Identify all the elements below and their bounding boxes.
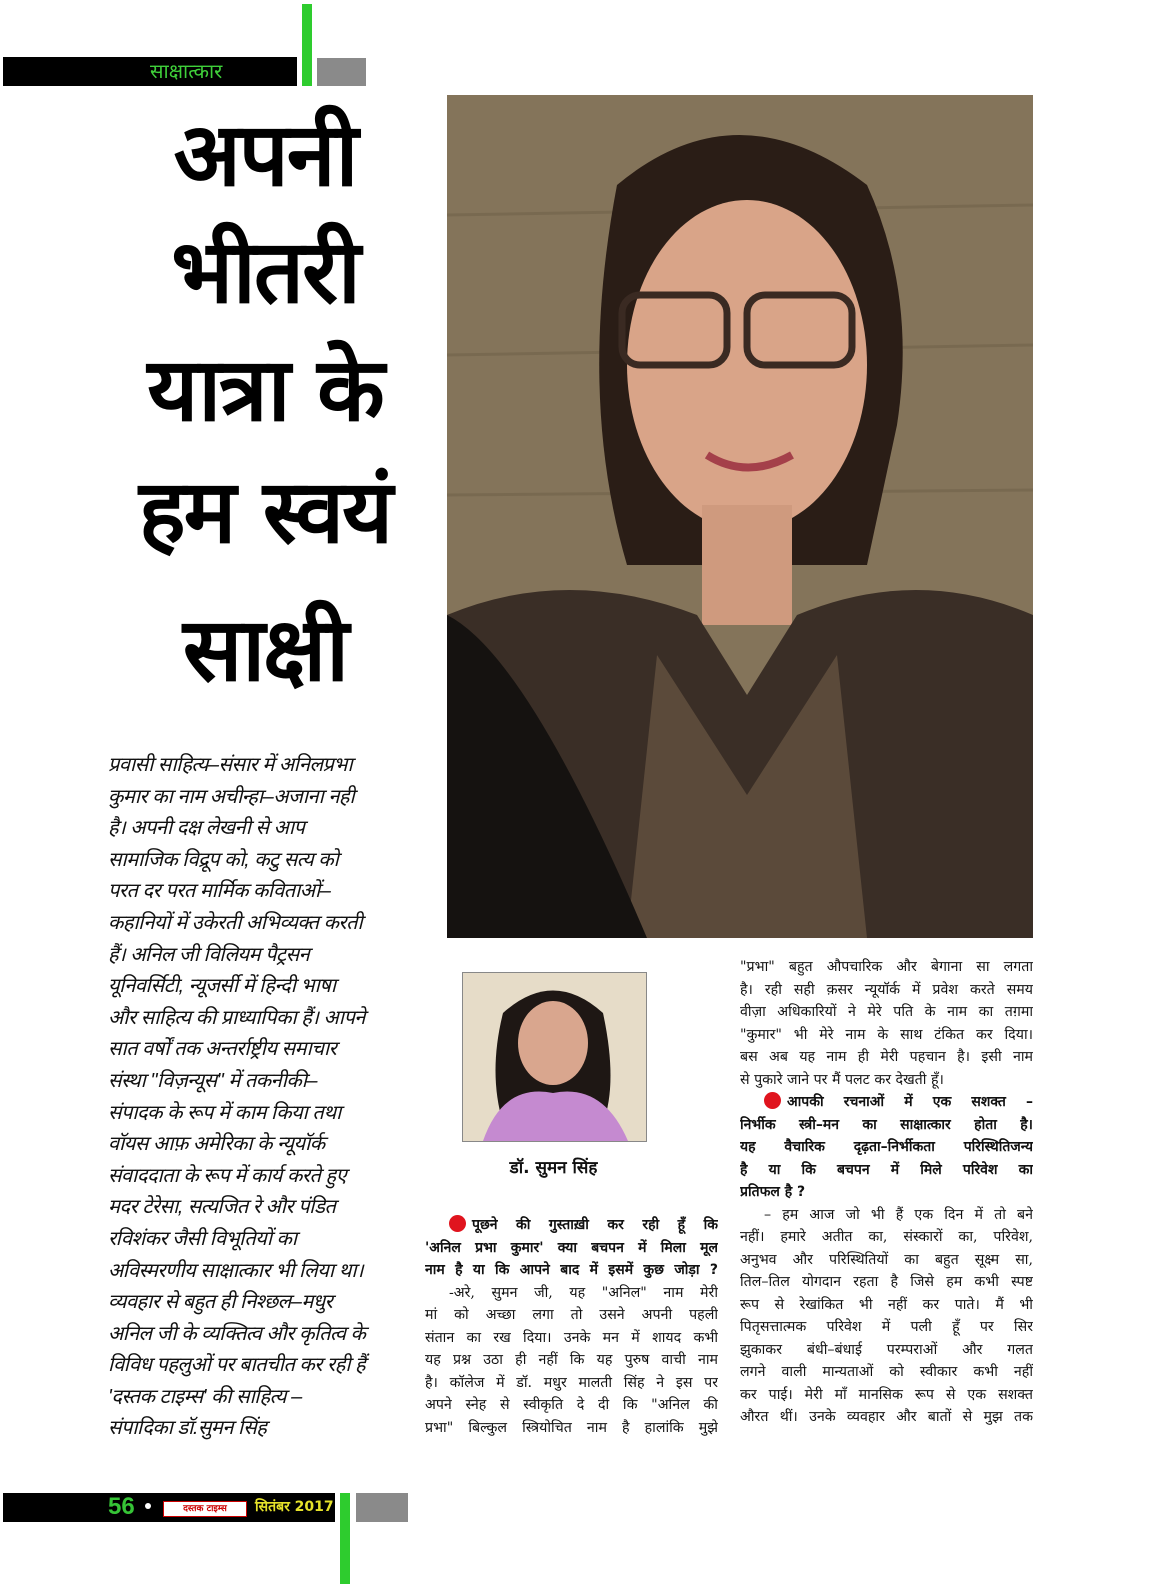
intro-line: है। अपनी दक्ष लेखनी से आप xyxy=(108,817,305,840)
intro-line: रविशंकर जैसी विभूतियों का xyxy=(108,1227,297,1250)
question-line xyxy=(740,1159,1033,1182)
line-text: से पुकारे जाने पर मैं पलट कर देखती हूँ। xyxy=(740,1071,944,1088)
line-text: यह प्रश्न उठा ही नहीं कि यह पुरुष वाची नाम xyxy=(425,1352,718,1368)
bullet-dot xyxy=(145,1503,151,1509)
intro-line: यूनिवर्सिटी, न्यूजर्सी में हिन्दी भाषा xyxy=(108,975,336,998)
line-text: है। कॉलेज में डॉ. मधुर मालती सिंह ने इस पर xyxy=(425,1374,718,1391)
column-2 xyxy=(425,1214,718,1439)
answer-line xyxy=(740,956,1033,979)
magazine-logo: दस्तक टाइम्स xyxy=(163,1501,247,1517)
intro-line: कुमार का नाम अचीन्हा–अजाना नही xyxy=(108,785,355,808)
answer-line xyxy=(425,1327,718,1350)
question-bullet-icon xyxy=(764,1092,781,1109)
intro-line: 'दस्तक टाइम्स' की साहित्य – xyxy=(108,1385,302,1408)
answer-line xyxy=(740,1406,1033,1429)
question-line xyxy=(740,1181,1033,1204)
question-line xyxy=(740,1091,1033,1114)
line-text: "प्रभा" बहुत औपचारिक और बेगाना सा लगता xyxy=(740,959,1033,975)
answer-line xyxy=(740,1046,1033,1069)
line-text: मां को अच्छा लगा तो उसने अपनी पहली xyxy=(425,1307,718,1323)
intro-line: संपादिका डॉ.सुमन सिंह xyxy=(108,1417,267,1440)
question-line xyxy=(740,1136,1033,1159)
interviewer-photo xyxy=(462,972,647,1142)
intro-line: सामाजिक विद्रूप को, कटु सत्य को xyxy=(108,848,339,871)
intro-line: अनिल जी के व्यक्तित्व और कृतित्व के xyxy=(108,1322,366,1345)
intro-line: मदर टेरेसा, सत्यजित रे और पंडित xyxy=(108,1196,336,1219)
answer-line xyxy=(425,1349,718,1372)
answer-line xyxy=(740,1271,1033,1294)
issue-date: सितंबर 2017 xyxy=(255,1499,334,1515)
line-text: – हम आज जो भी हैं एक दिन में तो बने xyxy=(764,1206,1033,1223)
line-text: यह वैचारिक दृढ़ता–निर्भीकता परिस्थितिजन्य xyxy=(740,1139,1033,1155)
question-line xyxy=(740,1114,1033,1137)
page-number: 56 xyxy=(108,1493,135,1520)
line-text: -अरे, सुमन जी, यह "अनिल" नाम मेरी xyxy=(449,1284,718,1301)
intro-line: हैं। अनिल जी विलियम पैट्रसन xyxy=(108,943,310,966)
answer-line xyxy=(740,1069,1033,1092)
line-text: अपने स्नेह से स्वीकृति दे दी कि "अनिल की xyxy=(425,1397,718,1413)
line-text: पूछने की गुस्ताख़ी कर रही हूँ कि xyxy=(472,1217,718,1233)
answer-line xyxy=(740,1384,1033,1407)
answer-line xyxy=(740,1316,1033,1339)
line-text: रूप से रेखांकित भी नहीं कर पाते। मैं भी xyxy=(740,1296,1033,1313)
intro-line: प्रवासी साहित्य–संसार में अनिलप्रभा xyxy=(108,754,353,776)
title-line: साक्षी xyxy=(182,598,348,701)
line-text: आपकी रचनाओं में एक सशक्त – xyxy=(787,1094,1033,1110)
column-3 xyxy=(740,956,1033,1429)
photo-caption: डॉ. सुमन सिंह xyxy=(509,1158,598,1178)
header-green-accent xyxy=(302,4,312,86)
title-line: अपनी xyxy=(173,103,357,206)
intro-line: वॉयस आफ़ अमेरिका के न्यूयॉर्क xyxy=(108,1133,325,1156)
title-line: भीतरी xyxy=(171,220,359,323)
answer-line xyxy=(740,1361,1033,1384)
title-line: हम स्वयं xyxy=(138,460,392,563)
answer-line xyxy=(740,1294,1033,1317)
line-text: है या कि बचपन में मिले परिवेश का xyxy=(740,1161,1033,1178)
intro-line: व्यवहार से बहुत ही निश्छल–मधुर xyxy=(108,1291,333,1314)
answer-line xyxy=(740,1226,1033,1249)
intro-line: सात वर्षों तक अन्तर्राष्ट्रीय समाचार xyxy=(108,1038,337,1061)
line-text: वीज़ा अधिकारियों ने मेरे पति के नाम का तग़मा xyxy=(740,1004,1033,1020)
answer-line xyxy=(740,1339,1033,1362)
line-text: पितृसत्तात्मक परिवेश में पली हूँ पर सिर xyxy=(740,1319,1033,1335)
footer-green-accent xyxy=(340,1493,350,1584)
answer-line xyxy=(740,1001,1033,1024)
answer-line xyxy=(740,1024,1033,1047)
main-portrait-photo xyxy=(447,95,1033,938)
intro-line: अविस्मरणीय साक्षात्कार भी लिया था। xyxy=(108,1259,364,1282)
question-line xyxy=(425,1259,718,1282)
answer-line xyxy=(740,979,1033,1002)
line-text: 'अनिल प्रभा कुमार' क्या बचपन में मिला मूल xyxy=(425,1239,718,1256)
line-text: कर पाई। मेरी माँ मानसिक रूप से एक सशक्त xyxy=(740,1386,1033,1403)
intro-line: और साहित्य की प्राध्यापिका हैं। आपने xyxy=(108,1006,365,1029)
header-gray-block xyxy=(317,58,366,86)
answer-line xyxy=(425,1372,718,1395)
intro-line: संस्था "विज़न्यूस" में तकनीकी– xyxy=(108,1069,318,1092)
answer-line xyxy=(425,1282,718,1305)
line-text: नाम है या कि आपने बाद में इसमें कुछ जोड़ा ? xyxy=(425,1262,718,1278)
intro-line: संवाददाता के रूप में कार्य करते हुए xyxy=(108,1164,347,1187)
answer-line xyxy=(740,1249,1033,1272)
answer-line xyxy=(425,1394,718,1417)
intro-line: कहानियों में उकेरती अभिव्यक्त करती xyxy=(108,911,363,934)
footer-gray-block xyxy=(356,1493,408,1522)
title-line: यात्रा के xyxy=(147,338,383,441)
answer-line xyxy=(425,1304,718,1327)
section-label: साक्षात्कार xyxy=(150,59,223,83)
intro-line: संपादक के रूप में काम किया तथा xyxy=(108,1101,341,1124)
intro-line: परत दर परत मार्मिक कविताओं– xyxy=(108,880,331,903)
answer-line xyxy=(425,1417,718,1440)
answer-line xyxy=(740,1204,1033,1227)
line-text: अनुभव और परिस्थितियों का बहुत सूक्ष्म सा, xyxy=(740,1251,1033,1268)
line-text: "कुमार" भी मेरे नाम के साथ टंकित कर दिया। xyxy=(740,1026,1033,1043)
line-text: नहीं। हमारे अतीत का, संस्कारों का, परिवेश, xyxy=(740,1229,1033,1245)
line-text: है। रही सही क़सर न्यूयॉर्क में प्रवेश करते समय xyxy=(740,981,1033,998)
question-line xyxy=(425,1214,718,1237)
question-line xyxy=(425,1237,718,1260)
line-text: निर्भीक स्त्री–मन का साक्षात्कार होता है। xyxy=(740,1116,1033,1133)
intro-line: विविध पहलुओं पर बातचीत कर रही हैं xyxy=(108,1354,366,1377)
line-text: प्रतिफल है ? xyxy=(740,1184,806,1200)
line-text: प्रभा" बिल्कुल स्त्रियोचित नाम है हालांकि मुझे xyxy=(425,1419,718,1436)
line-text: औरत थीं। उनके व्यवहार और बातों से मुझ तक xyxy=(740,1409,1033,1425)
line-text: संतान का रख दिया। उनके मन में शायद कभी xyxy=(425,1329,718,1346)
question-bullet-icon xyxy=(449,1215,466,1232)
intro-paragraph xyxy=(108,750,404,1445)
line-text: बस अब यह नाम ही मेरी पहचान है। इसी नाम xyxy=(740,1049,1033,1065)
line-text: तिल–तिल योगदान रहता है जिसे हम कभी स्पष्ट xyxy=(740,1274,1033,1290)
line-text: लगने वाली मान्यताओं को स्वीकार कभी नहीं xyxy=(740,1364,1033,1380)
line-text: झुकाकर बंधी–बंधाई परम्पराओं और गलत xyxy=(740,1341,1033,1358)
